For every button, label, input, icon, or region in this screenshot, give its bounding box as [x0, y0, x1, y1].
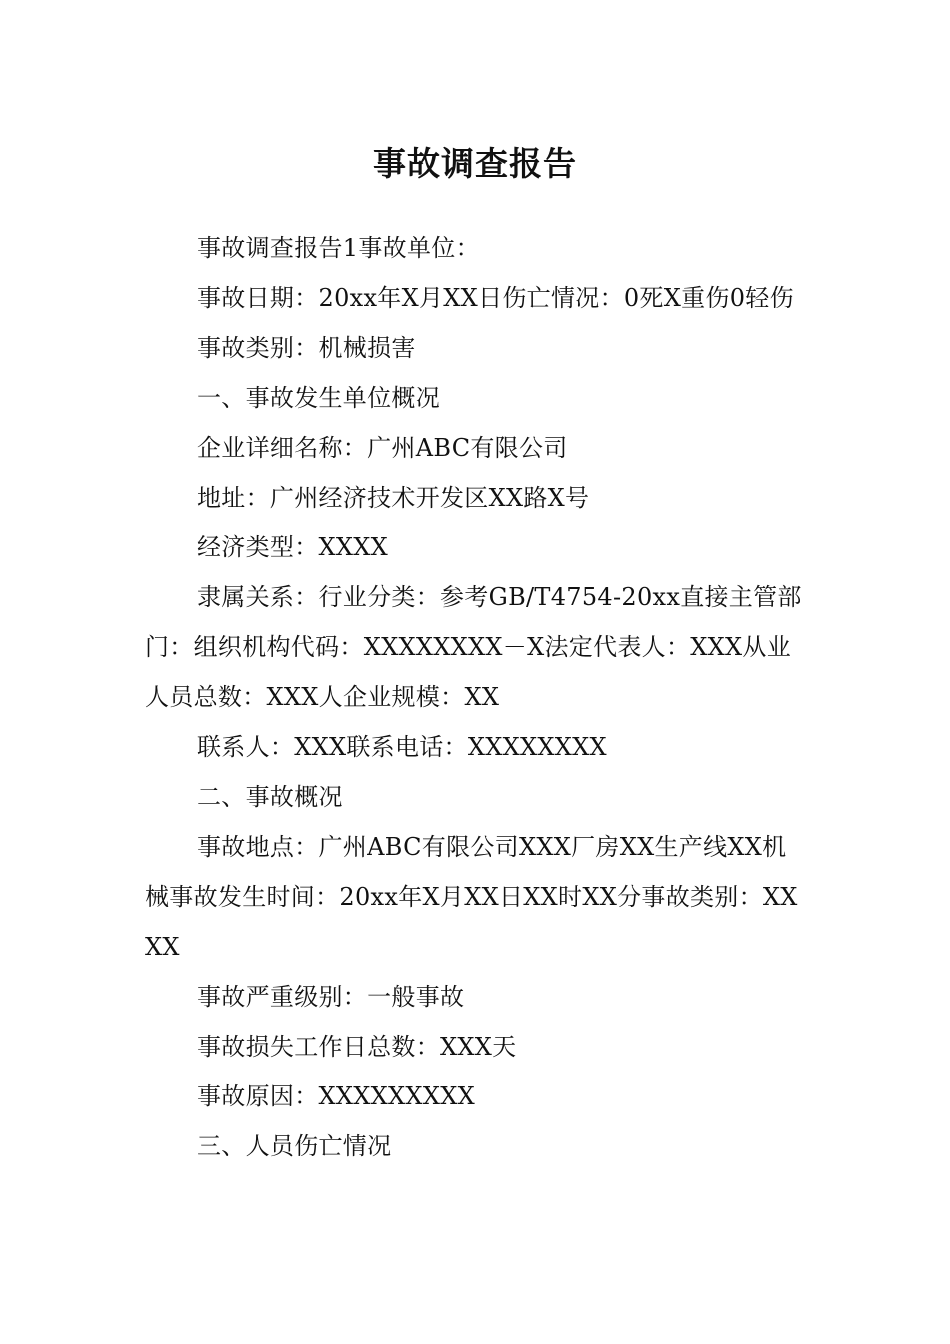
paragraph-lost-workdays: 事故损失工作日总数：XXX天 — [197, 1032, 517, 1061]
section-heading-unit-overview: 一、事故发生单位概况 — [197, 383, 440, 412]
paragraph-severity: 事故严重级别：一般事故 — [197, 982, 465, 1011]
paragraph-report-unit: 事故调查报告1事故单位： — [197, 234, 480, 262]
section-heading-accident-overview: 二、事故概况 — [197, 782, 343, 811]
paragraph-accident-date: 事故日期：20xx年X月XX日伤亡情况：0死X重伤0轻伤 — [197, 283, 794, 312]
paragraph-contact: 联系人：XXX联系电话：XXXXXXXX — [197, 733, 607, 762]
document-body — [145, 224, 810, 1172]
paragraph-economic-type: 经济类型：XXXX — [197, 533, 389, 562]
paragraph-company-name: 企业详细名称：广州ABC有限公司 — [197, 433, 568, 462]
paragraph-accident-location: 事故地点：广州ABC有限公司XXX厂房XX生产线XX机械事故发生时间：20xx年X月XX日XX时XX分事故类别：XXXX — [145, 832, 798, 961]
section-heading-casualties: 三、人员伤亡情况 — [197, 1132, 392, 1161]
paragraph-address: 地址：广州经济技术开发区XX路X号 — [197, 483, 590, 512]
document-title: 事故调查报告 — [373, 144, 577, 184]
paragraph-affiliation: 隶属关系：行业分类：参考GB/T4754-20xx直接主管部门：组织机构代码：XXXXXXXX－X法定代表人：XXX从业人员总数：XXX人企业规模：XX — [145, 583, 802, 712]
paragraph-accident-cause: 事故原因：XXXXXXXXX — [197, 1082, 475, 1111]
paragraph-accident-category: 事故类别：机械损害 — [197, 333, 416, 362]
